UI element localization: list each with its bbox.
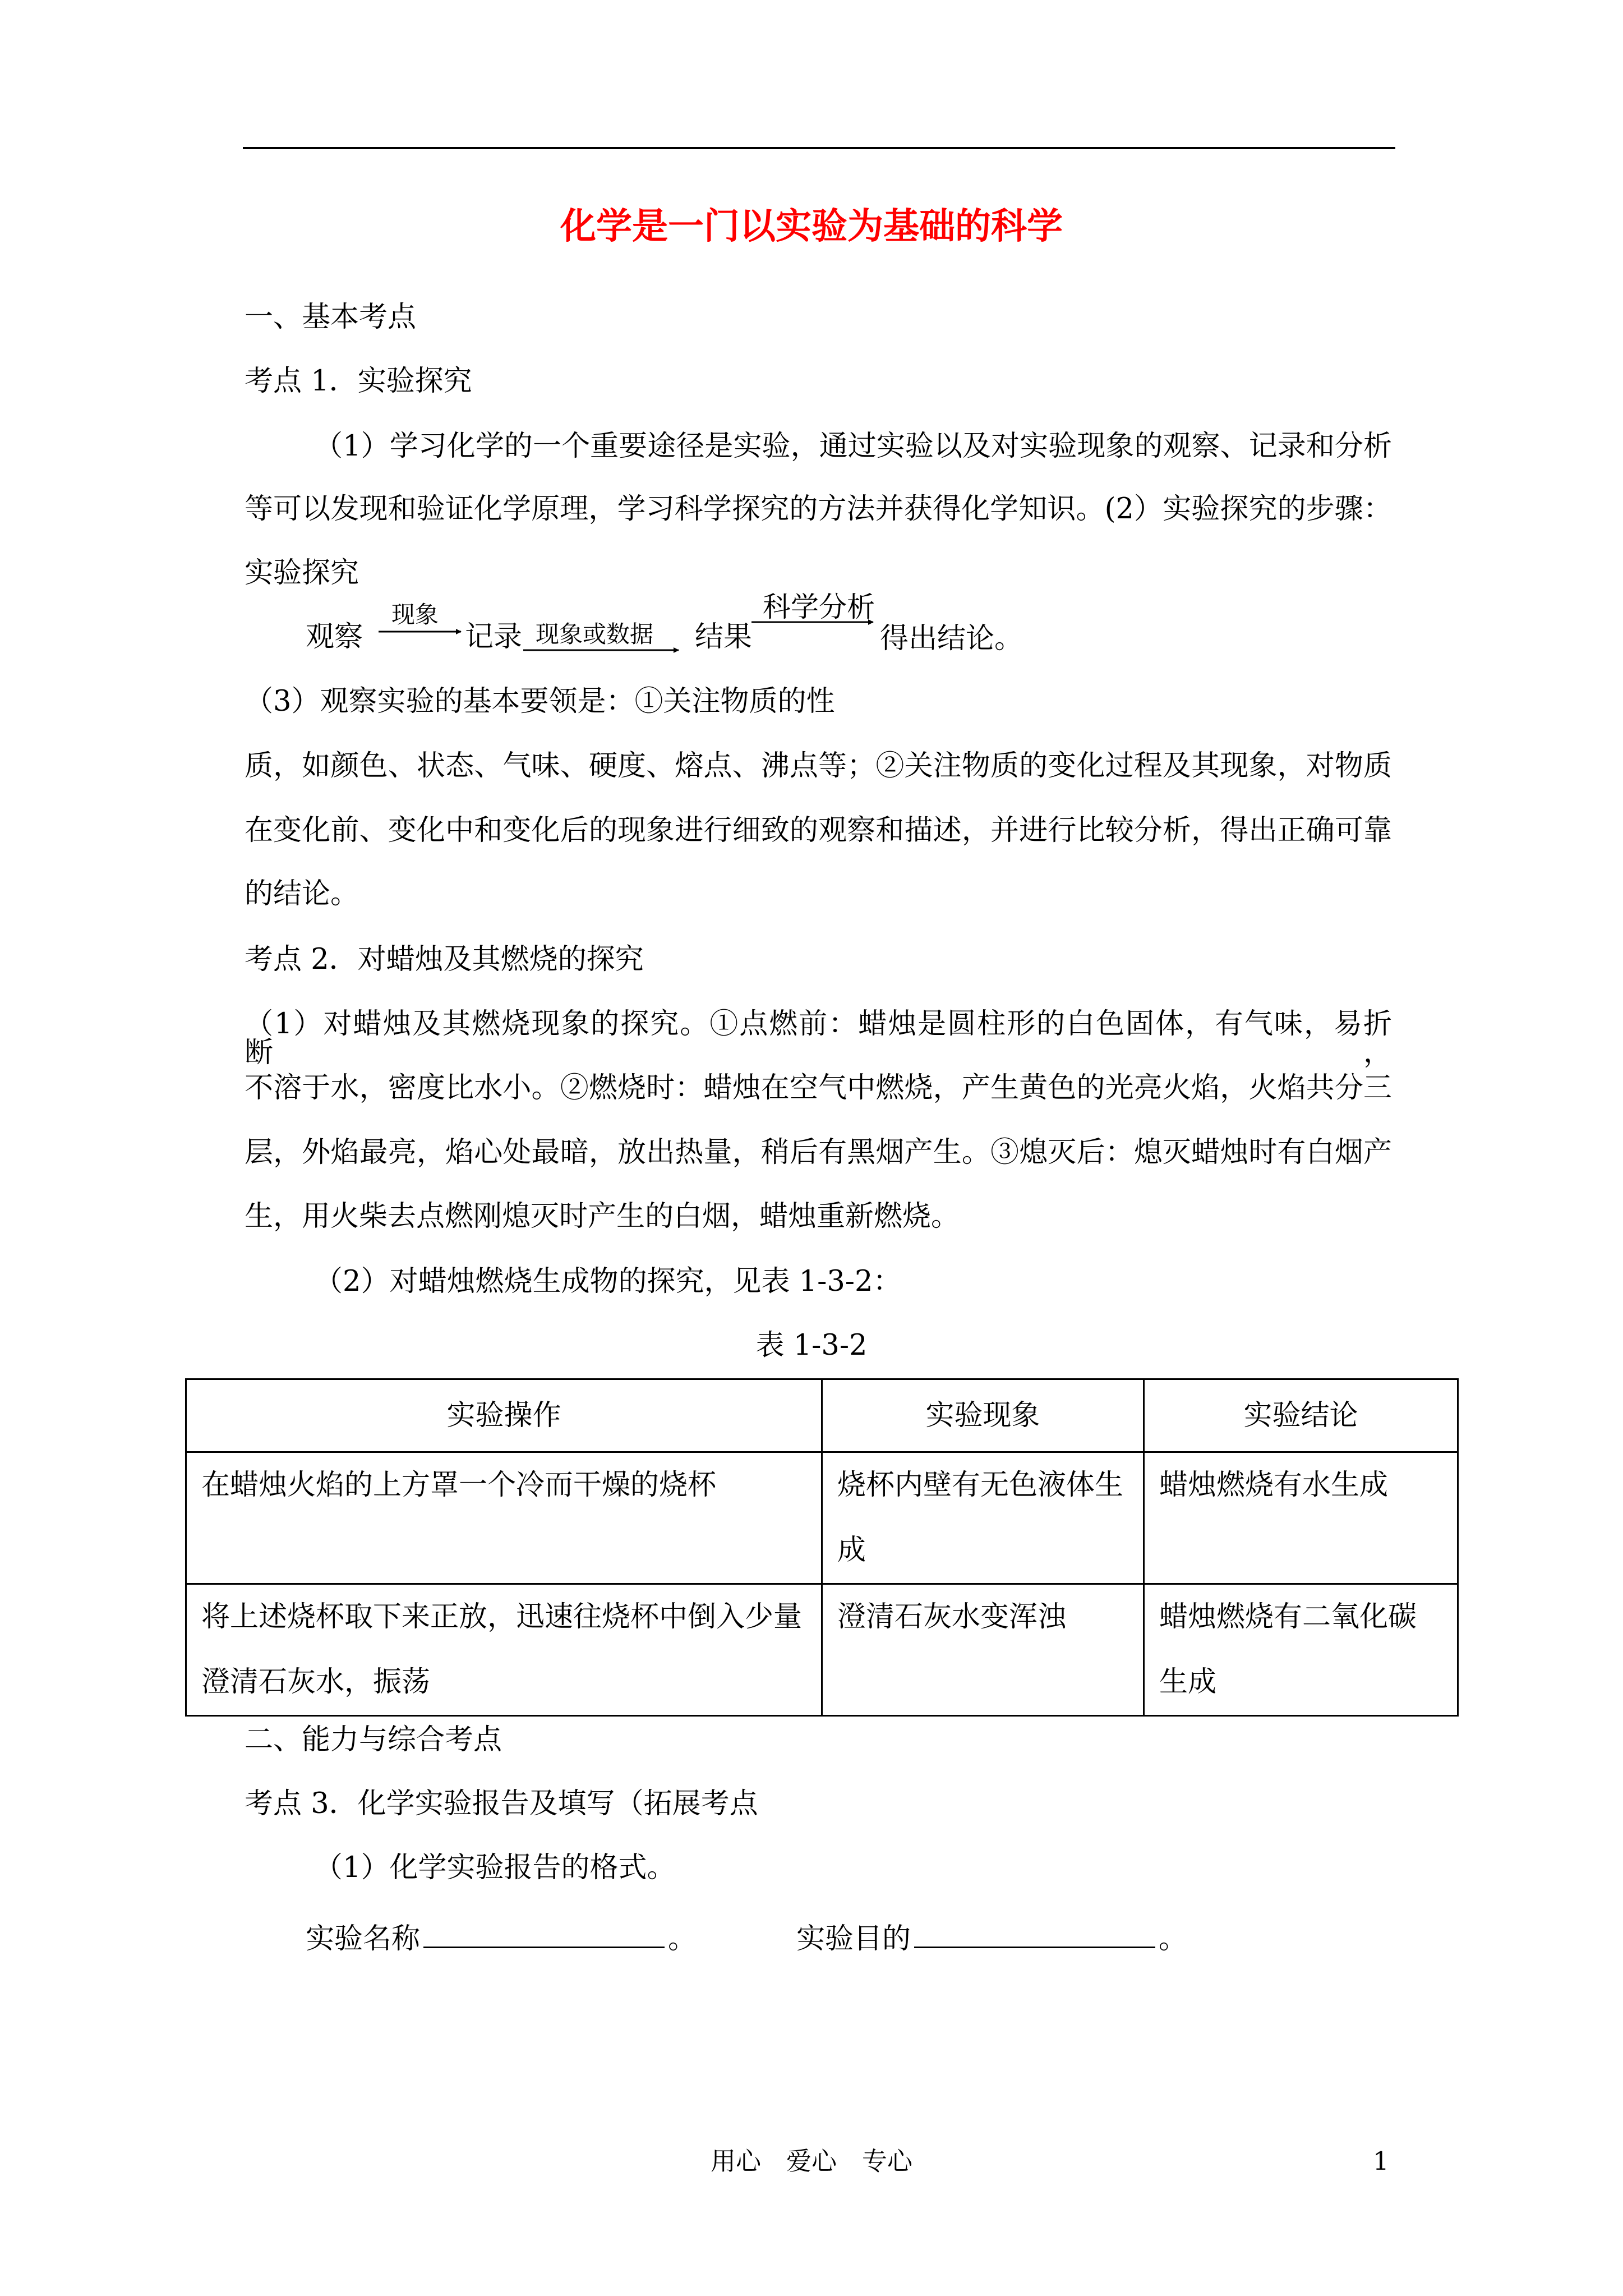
- table-cell: 澄清石灰水变浑浊: [822, 1584, 1144, 1716]
- table-cell: 蜡烛燃烧有二氧化碳生成: [1144, 1584, 1458, 1716]
- point2-paragraph-line: 生，用火柴去点燃刚熄灭时产生的白烟，蜡烛重新燃烧。: [245, 1200, 960, 1233]
- table-row: [186, 1452, 1458, 1584]
- report-name-blank: [423, 1918, 665, 1948]
- table-cell: 在蜡烛火焰的上方罩一个冷而干燥的烧杯: [186, 1452, 822, 1584]
- table-header-cell: 实验结论: [1144, 1379, 1458, 1452]
- flow-arrow-label: 科学分析: [763, 591, 875, 623]
- point1-paragraph-line: （1）学习化学的一个重要途径是实验，通过实验以及对实验现象的观察、记录和分析: [314, 430, 1392, 463]
- flow-arrow-label: 现象或数据: [536, 620, 654, 648]
- footer-motto: 用心 爱心 专心: [710, 2146, 912, 2176]
- table-header-row: [186, 1379, 1458, 1452]
- point1-heading: 考点 1．实验探究: [245, 365, 472, 398]
- flow-arrow-label: 现象: [391, 601, 439, 628]
- point2-heading: 考点 2．对蜡烛及其燃烧的探究: [245, 943, 644, 976]
- point1-paragraph-line: （3）观察实验的基本要领是：①关注物质的性: [245, 685, 835, 718]
- flow-step-record: 记录: [465, 620, 523, 654]
- report-purpose-label: 实验目的: [796, 1922, 911, 1955]
- report-name-label: 实验名称: [306, 1922, 421, 1955]
- point2-paragraph-line: （1）对蜡烛及其燃烧现象的探究。①点燃前：蜡烛是圆柱形的白色固体，有气味，易折断，: [245, 1007, 1392, 1069]
- point1-paragraph-line: 的结论。: [245, 877, 359, 910]
- section-heading-advanced: 二、能力与综合考点: [245, 1723, 502, 1756]
- report-name-field: [306, 1918, 697, 1953]
- point1-paragraph-line: 在变化前、变化中和变化后的现象进行细致的观察和描述，并进行比较分析，得出正确可靠: [245, 814, 1392, 847]
- point2-paragraph-line: 层，外焰最亮，焰心处最暗，放出热量，稍后有黑烟产生。③熄灭后：熄灭蜡烛时有白烟产: [245, 1136, 1392, 1169]
- punctuation: 。: [668, 1922, 697, 1955]
- table-cell: 烧杯内壁有无色液体生成: [822, 1452, 1144, 1584]
- flow-step-observe: 观察: [306, 620, 363, 654]
- point2-paragraph-line: 不溶于水，密度比水小。②燃烧时：蜡烛在空气中燃烧，产生黄色的光亮火焰，火焰共分三: [245, 1071, 1392, 1105]
- point1-paragraph-line: 质，如颜色、状态、气味、硬度、熔点、沸点等；②关注物质的变化过程及其现象，对物质: [245, 749, 1392, 783]
- table-header-cell: 实验操作: [186, 1379, 822, 1452]
- flow-step-result: 结果: [695, 620, 753, 654]
- flow-step-conclusion: 得出结论。: [880, 622, 1023, 655]
- report-purpose-blank: [914, 1918, 1155, 1948]
- header-rule: [243, 147, 1395, 149]
- point3-paragraph: （1）化学实验报告的格式。: [314, 1851, 676, 1884]
- table-cell: 蜡烛燃烧有水生成: [1144, 1452, 1458, 1584]
- point2-paragraph-line: （2）对蜡烛燃烧生成物的探究，见表 1-3-2：: [314, 1265, 902, 1298]
- page-number: 1: [1373, 2146, 1389, 2176]
- experiment-table: [185, 1378, 1459, 1717]
- report-purpose-field: [796, 1918, 1187, 1953]
- section-heading-basic: 一、基本考点: [245, 301, 417, 334]
- page-title: 化学是一门以实验为基础的科学: [560, 205, 1063, 247]
- punctuation: 。: [1159, 1922, 1188, 1955]
- point3-heading: 考点 3．化学实验报告及填写（拓展考点: [245, 1787, 758, 1820]
- point1-paragraph-line: 实验探究: [245, 556, 359, 590]
- experiment-flow-diagram: [306, 591, 1091, 682]
- table-row: [186, 1584, 1458, 1716]
- table-caption: 表 1-3-2: [755, 1329, 868, 1362]
- table-cell: 将上述烧杯取下来正放，迅速往烧杯中倒入少量澄清石灰水，振荡: [186, 1584, 822, 1716]
- point1-paragraph-line: 等可以发现和验证化学原理，学习科学探究的方法并获得化学知识。(2）实验探究的步骤：: [245, 493, 1392, 526]
- table-header-cell: 实验现象: [822, 1379, 1144, 1452]
